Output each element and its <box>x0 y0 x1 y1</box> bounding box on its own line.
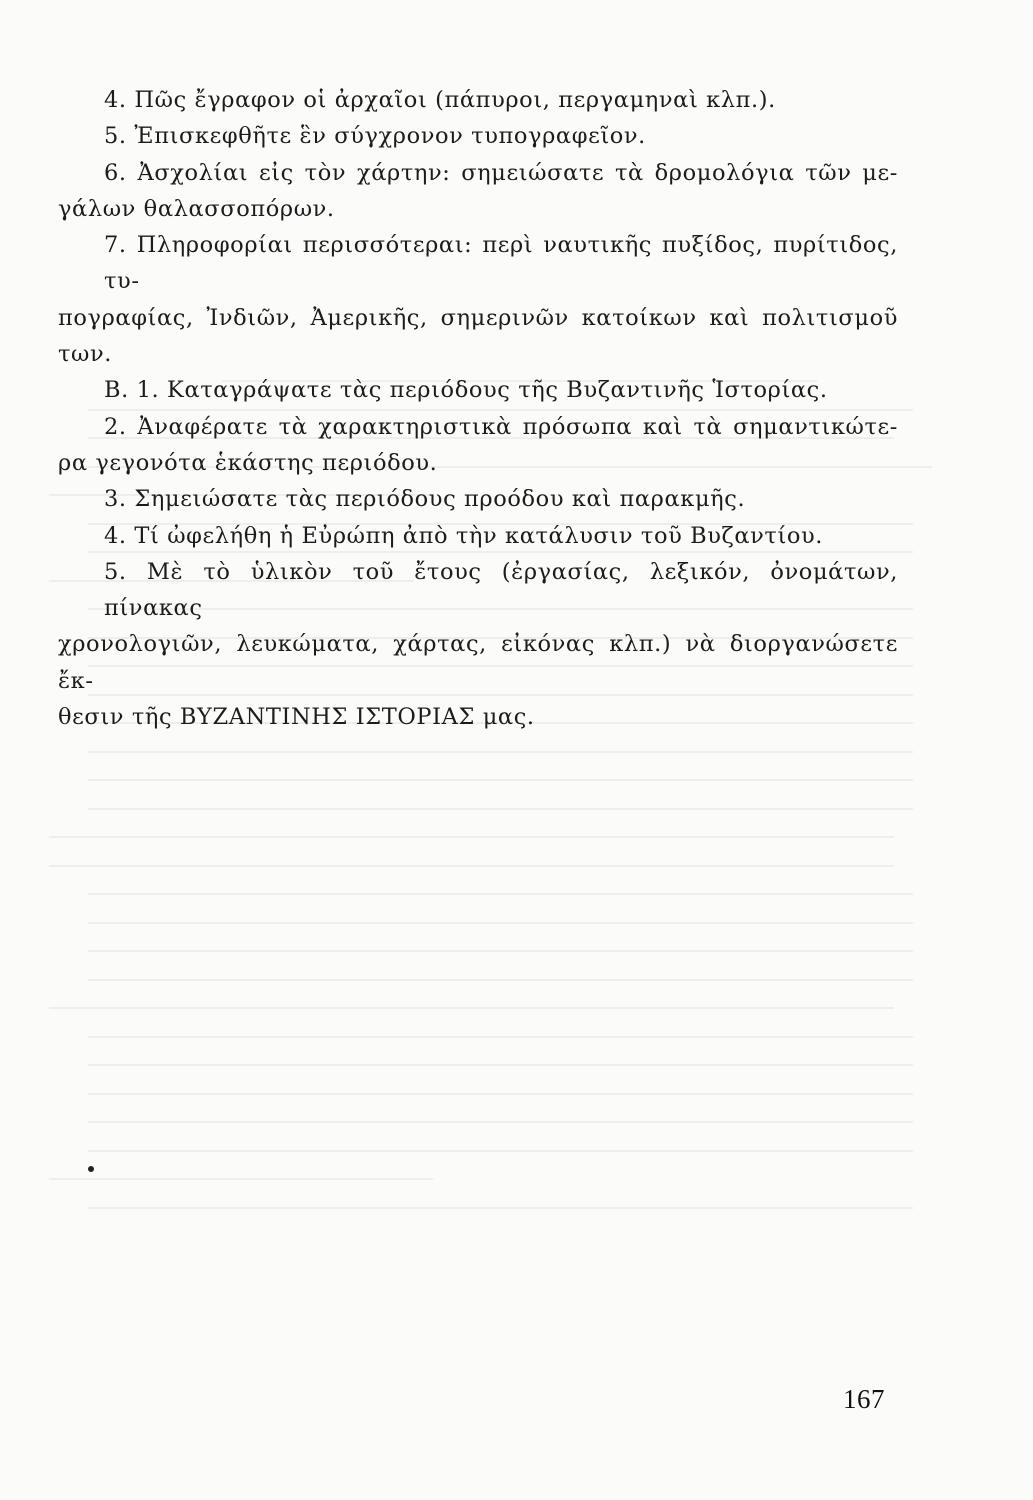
item-b2-line1: 2. Ἀναφέρατε τὰ χαρακτηριστικὰ πρόσωπα καὶ τὰ σημαντικώτε- <box>104 413 898 440</box>
item-a7-line3: των. <box>58 341 113 368</box>
item-b5-line2: χρονολογιῶν, λευκώματα, χάρτας, εἰκόνας κλπ.) νὰ διοργανώσετε ἔκ- <box>58 631 898 694</box>
exercise-text <box>58 82 898 735</box>
item-a6-line1: 6. Ἀσχολίαι εἰς τὸν χάρτην: σημειώσατε τὰ δρομολόγια τῶν με- <box>104 159 898 186</box>
ink-speck <box>88 1166 94 1172</box>
item-b3: 3. Σημειώσατε τὰς περιόδους προόδου καὶ παρακμῆς. <box>104 486 746 513</box>
item-a5: 5. Ἐπισκεφθῆτε ἓν σύγχρονον τυπογραφεῖον. <box>104 123 646 150</box>
item-b4: 4. Τί ὠφελήθη ἡ Εὐρώπη ἀπὸ τὴν κατάλυσιν τοῦ Βυζαντίου. <box>104 522 824 549</box>
item-a6-line2: γάλων θαλασσοπόρων. <box>58 195 335 222</box>
item-b5-line1: 5. Μὲ τὸ ὑλικὸν τοῦ ἔτους (ἐργασίας, λεξικόν, ὀνομάτων, πίνακας <box>104 558 898 622</box>
item-b2-line2: ρα γεγονότα ἑκάστης περιόδου. <box>58 449 438 476</box>
item-a7-line1: 7. Πληροφορίαι περισσότεραι: περὶ ναυτικῆς πυξίδος, πυρίτιδος, τυ- <box>104 232 898 295</box>
item-b1: Β. 1. Καταγράψατε τὰς περιόδους τῆς Βυζαντινῆς Ἱστορίας. <box>104 377 828 404</box>
item-b5-line3: θεσιν τῆς ΒΥΖΑΝΤΙΝΗΣ ΙΣΤΟΡΙΑΣ μας. <box>58 704 535 731</box>
page-number: 167 <box>843 1384 885 1414</box>
item-a7-line2: πογραφίας, Ἰνδιῶν, Ἀμερικῆς, σημερινῶν κατοίκων καὶ πολιτισμοῦ <box>58 304 898 331</box>
item-a4: 4. Πῶς ἔγραφον οἱ ἀρχαῖοι (πάπυροι, περγαμηναὶ κλπ.). <box>104 87 776 113</box>
